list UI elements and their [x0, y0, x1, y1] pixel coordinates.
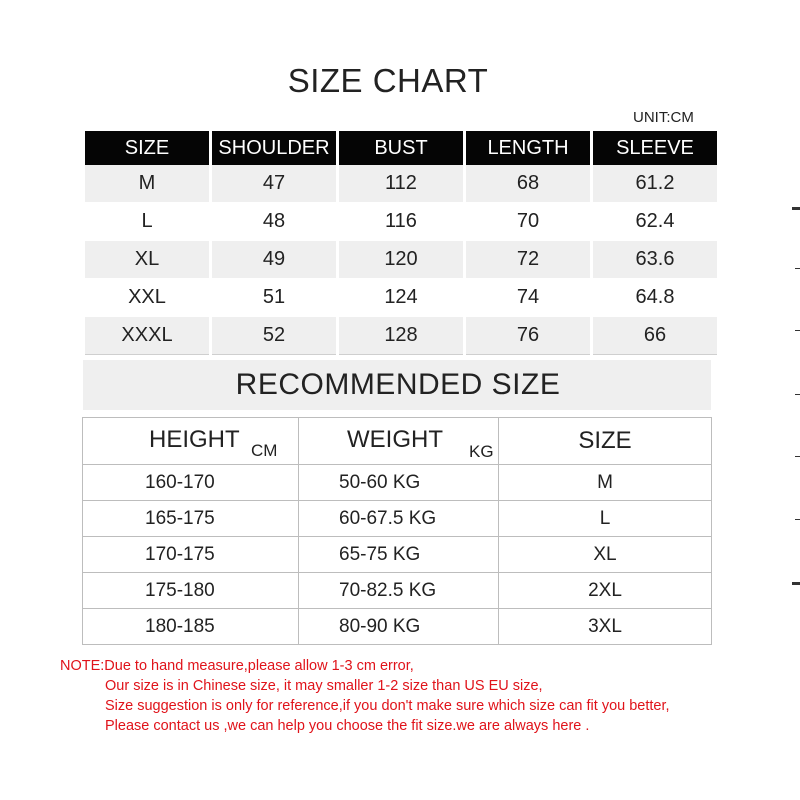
cell-sleeve: 64.8: [593, 279, 717, 317]
table-row: [83, 501, 712, 537]
edge-tick: [795, 268, 800, 269]
note-text: [60, 656, 670, 736]
size-chart-header-row: [85, 131, 717, 165]
table-row: [83, 465, 712, 501]
cell-size: XL: [85, 241, 209, 279]
note-line: Please contact us ,we can help you choose the fit size.we are always here .: [105, 718, 590, 734]
size-chart-title: SIZE CHART: [287, 62, 489, 99]
edge-tick: [795, 394, 800, 395]
header-sleeve: SLEEVE: [593, 131, 717, 165]
table-row: [85, 279, 717, 317]
note-line: Size suggestion is only for reference,if you don't make sure which size can fit you better,: [105, 698, 670, 714]
edge-tick: [795, 456, 800, 457]
cell-size: L: [85, 203, 209, 241]
recommended-header-row: [83, 418, 712, 465]
header-weight-unit: KG: [469, 442, 494, 461]
cell-weight: 80-90 KG: [299, 609, 499, 645]
cell-size: L: [499, 501, 712, 537]
cell-shoulder: 49: [212, 241, 336, 279]
recommended-size-table: [82, 417, 712, 645]
header-weight: [299, 418, 499, 465]
cell-height: 170-175: [83, 537, 299, 573]
cell-sleeve: 62.4: [593, 203, 717, 241]
cell-weight: 65-75 KG: [299, 537, 499, 573]
cell-sleeve: 61.2: [593, 165, 717, 203]
cell-weight: 60-67.5 KG: [299, 501, 499, 537]
cell-height: 180-185: [83, 609, 299, 645]
table-row: [83, 609, 712, 645]
note-line: Our size is in Chinese size, it may smaller 1-2 size than US EU size,: [105, 678, 543, 694]
cell-shoulder: 47: [212, 165, 336, 203]
cell-length: 70: [466, 203, 590, 241]
edge-tick: [795, 330, 800, 331]
cell-bust: 128: [339, 317, 463, 355]
header-size: SIZE: [85, 131, 209, 165]
cell-size: M: [499, 465, 712, 501]
recommended-size-title: RECOMMENDED SIZE: [235, 368, 561, 401]
cell-height: 175-180: [83, 573, 299, 609]
table-row: [83, 537, 712, 573]
cell-length: 74: [466, 279, 590, 317]
table-row: [85, 203, 717, 241]
cell-sleeve: 66: [593, 317, 717, 355]
cell-size: 3XL: [499, 609, 712, 645]
header-size: SIZE: [499, 418, 712, 465]
cell-size: XL: [499, 537, 712, 573]
cell-shoulder: 52: [212, 317, 336, 355]
header-length: LENGTH: [466, 131, 590, 165]
header-bust: BUST: [339, 131, 463, 165]
cell-bust: 112: [339, 165, 463, 203]
header-shoulder: SHOULDER: [212, 131, 336, 165]
cell-weight: 50-60 KG: [299, 465, 499, 501]
cell-height: 160-170: [83, 465, 299, 501]
edge-tick: [792, 207, 800, 210]
edge-tick: [795, 519, 800, 520]
cell-height: 165-175: [83, 501, 299, 537]
size-chart-table: [82, 131, 720, 355]
cell-bust: 124: [339, 279, 463, 317]
cell-sleeve: 63.6: [593, 241, 717, 279]
table-row: [85, 241, 717, 279]
note-line: NOTE:Due to hand measure,please allow 1-3 cm error,: [60, 658, 414, 674]
cell-bust: 116: [339, 203, 463, 241]
cell-weight: 70-82.5 KG: [299, 573, 499, 609]
cell-shoulder: 48: [212, 203, 336, 241]
cell-size: M: [85, 165, 209, 203]
cell-shoulder: 51: [212, 279, 336, 317]
cell-length: 68: [466, 165, 590, 203]
header-height-unit: CM: [251, 441, 278, 460]
cell-bust: 120: [339, 241, 463, 279]
cell-size: XXL: [85, 279, 209, 317]
table-row: [85, 165, 717, 203]
header-height: [83, 418, 299, 465]
edge-tick: [792, 582, 800, 585]
cell-size: 2XL: [499, 573, 712, 609]
unit-label: UNIT:CM: [633, 109, 694, 126]
cell-length: 76: [466, 317, 590, 355]
table-row: [83, 573, 712, 609]
header-height-label: HEIGHT: [149, 426, 240, 453]
cell-length: 72: [466, 241, 590, 279]
cell-size: XXXL: [85, 317, 209, 355]
header-weight-label: WEIGHT: [347, 426, 443, 453]
table-row: [85, 317, 717, 355]
